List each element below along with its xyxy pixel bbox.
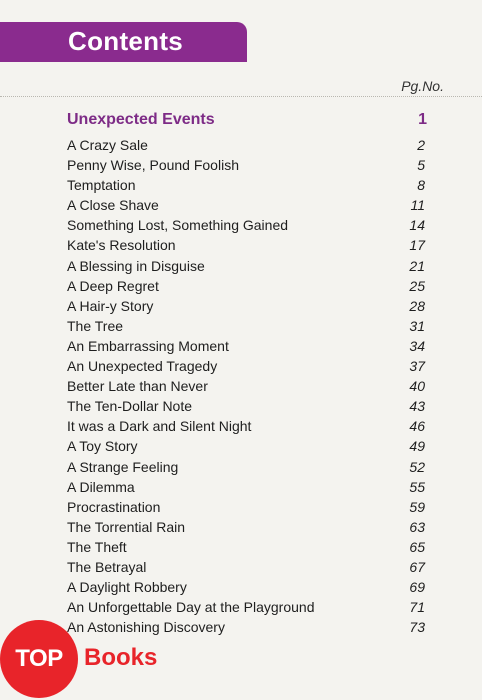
toc-entry-title: Something Lost, Something Gained <box>67 217 289 234</box>
section-heading <box>67 111 427 131</box>
toc-entry-page: 73 <box>409 619 425 636</box>
toc-entry-page: 31 <box>409 317 425 334</box>
toc-entry-title: It was a Dark and Silent Night <box>67 418 252 435</box>
section-title: Unexpected Events <box>67 111 215 128</box>
dotted-divider <box>0 96 482 97</box>
toc-entry-page: 59 <box>409 498 425 515</box>
toc-entry <box>67 599 425 619</box>
toc-entry-title: A Blessing in Disguise <box>67 257 205 274</box>
toc-entry-page: 21 <box>409 257 425 274</box>
toc-entry-page: 8 <box>417 177 425 194</box>
toc-entry <box>67 197 425 217</box>
toc-entry <box>67 398 425 418</box>
top-badge-icon <box>0 620 78 698</box>
toc-entry-title: A Hair-y Story <box>67 297 154 314</box>
toc-entry-page: 65 <box>409 538 425 555</box>
toc-entry-title: Penny Wise, Pound Foolish <box>67 157 239 174</box>
toc-entry-title: A Crazy Sale <box>67 137 148 153</box>
toc-entry-page: 37 <box>409 358 425 375</box>
toc-entry <box>67 559 425 579</box>
toc-entry-title: A Strange Feeling <box>67 458 179 475</box>
toc-entry-page: 28 <box>409 297 425 314</box>
toc-entry-title: An Astonishing Discovery <box>67 619 225 636</box>
toc-entry <box>67 237 425 257</box>
logo-badge-text: TOP <box>15 645 63 672</box>
page-number-column-label: Pg.No. <box>401 78 444 94</box>
toc-entry-page: 63 <box>409 518 425 535</box>
toc-entry-page: 14 <box>409 217 425 234</box>
toc-entry-page: 52 <box>409 458 425 475</box>
toc-entry-title: The Theft <box>67 538 127 555</box>
toc-entry-title: An Embarrassing Moment <box>67 337 229 354</box>
toc-entry-title: A Close Shave <box>67 197 159 214</box>
toc-entry <box>67 177 425 197</box>
toc-entry-page: 71 <box>409 599 425 616</box>
toc-entry-title: A Deep Regret <box>67 277 159 294</box>
toc-entry <box>67 278 425 298</box>
toc-entry-page: 49 <box>409 438 425 455</box>
toc-entry-title: Kate's Resolution <box>67 237 176 254</box>
toc-entry-page: 67 <box>409 558 425 575</box>
toc-entry-title: The Tree <box>67 317 124 334</box>
toc-entry <box>67 157 425 177</box>
toc-entry-title: Procrastination <box>67 498 161 515</box>
toc-entry-title: A Daylight Robbery <box>67 579 187 596</box>
toc-entry <box>67 519 425 539</box>
table-of-contents <box>67 137 425 639</box>
toc-entry <box>67 338 425 358</box>
logo-books-text: Books <box>84 644 158 671</box>
toc-entry <box>67 479 425 499</box>
section-page-number: 1 <box>418 111 427 128</box>
toc-entry <box>67 137 425 157</box>
toc-entry-page: 5 <box>417 157 425 174</box>
topbooks-watermark-logo <box>0 618 190 700</box>
toc-entry-page: 2 <box>417 137 425 153</box>
toc-entry-title: An Unforgettable Day at the Playground <box>67 599 315 616</box>
toc-entry-title: The Ten-Dollar Note <box>67 398 193 415</box>
toc-entry <box>67 358 425 378</box>
toc-entry-title: A Toy Story <box>67 438 138 455</box>
toc-entry <box>67 499 425 519</box>
toc-entry-title: A Dilemma <box>67 478 135 495</box>
toc-entry <box>67 579 425 599</box>
toc-entry-page: 11 <box>410 197 425 214</box>
toc-entry <box>67 217 425 237</box>
toc-entry <box>67 459 425 479</box>
toc-entry-page: 25 <box>409 277 425 294</box>
toc-entry-page: 40 <box>409 378 425 395</box>
contents-banner <box>0 22 247 62</box>
toc-entry-page: 17 <box>409 237 425 254</box>
toc-entry-page: 69 <box>409 579 425 596</box>
toc-entry <box>67 418 425 438</box>
page-title: Contents <box>68 26 184 56</box>
toc-entry <box>67 378 425 398</box>
toc-entry <box>67 539 425 559</box>
toc-entry-title: Temptation <box>67 177 136 194</box>
toc-entry <box>67 298 425 318</box>
toc-entry-title: An Unexpected Tragedy <box>67 358 218 375</box>
toc-entry-page: 34 <box>409 337 425 354</box>
toc-entry-title: Better Late than Never <box>67 378 208 395</box>
toc-entry <box>67 318 425 338</box>
toc-entry-title: The Torrential Rain <box>67 518 186 535</box>
toc-entry-title: The Betrayal <box>67 558 147 575</box>
toc-entry-page: 43 <box>409 398 425 415</box>
toc-entry-page: 55 <box>409 478 425 495</box>
toc-entry-page: 46 <box>409 418 425 435</box>
toc-entry <box>67 438 425 458</box>
toc-entry <box>67 258 425 278</box>
